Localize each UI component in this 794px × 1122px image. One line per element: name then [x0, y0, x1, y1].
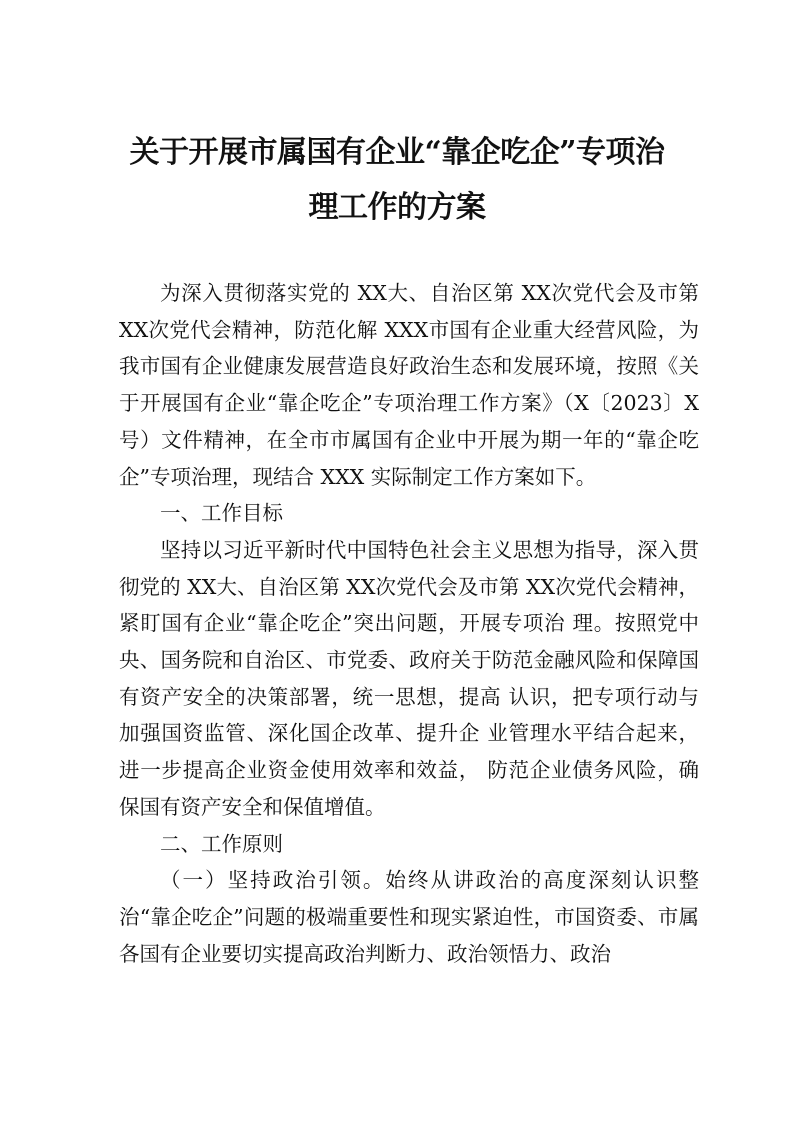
document-title-line-2: 理工作的方案 — [308, 190, 486, 225]
goals-paragraph: 坚持以习近平新时代中国特色社会主义思想为指导，深入贯彻党的 XX大、自治区第 XX次党代会及市第 XX次党代会精神，紧盯国有企业“靠企吃企”突出问题，开展专项治 理。按照党中央、国务院和自治区、市党委、政府关于防范金融风险和保障国有资产安全的决策部署，统一思想，提高 认识，把专项行动与加强国资监管、深化国企改革、提升企 业管理水平结合起来，进一步提高企业资金使用效率和效益， 防范企业债务风险，确保国有资产安全和保值增值。 — [119, 537, 699, 819]
section-heading-goals: 一、工作目标 — [160, 501, 283, 526]
section-heading-principles: 二、工作原则 — [160, 831, 283, 856]
document-title-line-1: 关于开展市属国有企业“靠企吃企”专项治 — [129, 135, 665, 170]
principle-1-paragraph: （一）坚持政治引领。始终从讲政治的高度深刻认识整治“靠企吃企”问题的极端重要性和现实紧迫性，市国资委、市属各国有企业要切实提高政治判断力、政治领悟力、政治 — [119, 868, 699, 966]
document-body — [119, 275, 699, 972]
intro-paragraph: 为深入贯彻落实党的 XX大、自治区第 XX次党代会及市第 XX次党代会精神，防范化解 XXX市国有企业重大经营风险，为我市国有企业健康发展营造良好政治生态和发展环境，按照《关于开展国有企业“靠企吃企”专项治理工作方案》（X〔2023〕X号）文件精神，在全市市属国有企业中开展为期一年的“靠企吃企”专项治理，现结合 XXX 实际制定工作方案如下。 — [119, 281, 699, 489]
